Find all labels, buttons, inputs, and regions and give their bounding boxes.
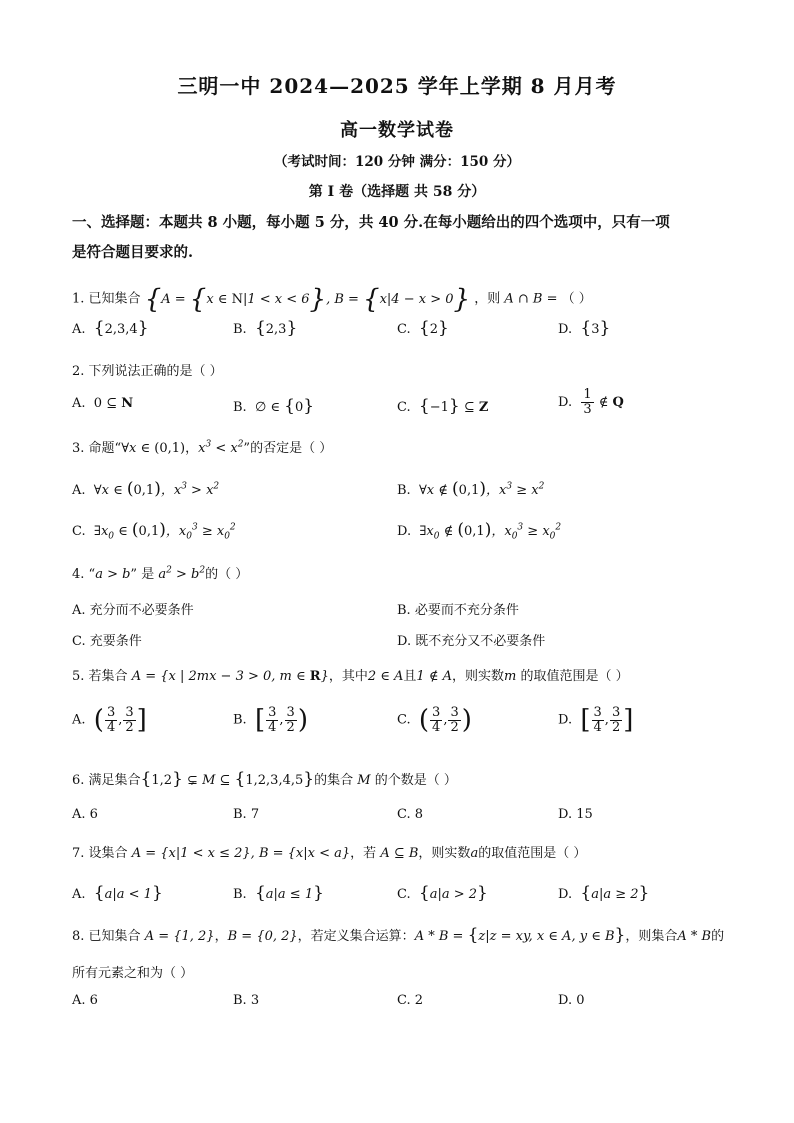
q8-option-b[interactable]: B. 3: [233, 993, 260, 1008]
q3-option-d[interactable]: D. $\exists x_0$ ∉ (0,1)，$x_0^3 \ge x_0^2$: [397, 520, 562, 542]
q8-option-a[interactable]: A. 6: [72, 993, 98, 1008]
q5-option-d[interactable]: D. [ $\frac{3}{4}$ , $\frac{3}{2}$ ]: [558, 704, 634, 735]
q1-option-c[interactable]: C. {2}: [397, 318, 449, 338]
q3-option-b[interactable]: B. ∀x ∉ (0,1)，$x^3 \ge x^2$: [397, 479, 545, 499]
question-8: 8. 已知集合 A = {1, 2}，B = {0, 2}，若定义集合运算：A * B = {z|z = xy, x ∈ A, y ∈ B}，则集合A * B的: [72, 925, 725, 945]
q1-option-d[interactable]: D. {3}: [558, 318, 611, 338]
exam-title: 三明一中 2024—2025 学年上学期 8 月月考: [177, 74, 617, 98]
question-5: 5. 若集合 A = {x | 2mx − 3 > 0, m ∈ R}，其中2 ∈ A且1 ∉ A，则实数m 的取值范围是（ ）: [72, 669, 629, 684]
exam-subtitle: 高一数学试卷: [340, 120, 454, 141]
question-1: 1. 已知集合 {A = {x ∈ N|1 < x < 6}, B = {x|4 − x > 0} ，则 A ∩ B = （ ）: [72, 284, 592, 314]
q2-option-b[interactable]: B. ∅ ∈ {0}: [233, 396, 315, 416]
section-line-2: 是符合题目要求的.: [72, 244, 194, 261]
question-7: 7. 设集合 A = {x|1 < x ≤ 2}, B = {x|x < a}，若 A ⊆ B，则实数a的取值范围是（ ）: [72, 846, 587, 861]
section-instructions: [72, 208, 732, 268]
exam-info: （考试时间：120 分钟 满分：150 分）: [274, 154, 520, 170]
q4-option-a[interactable]: A. 充分而不必要条件: [72, 603, 194, 618]
q2-option-d[interactable]: D. $\frac{1}{3}$ ∉ Q: [558, 387, 624, 417]
section-line-1: 一、选择题：本题共 8 小题，每小题 5 分，共 40 分.在每小题给出的四个选项中，只有一项: [72, 214, 670, 231]
question-3: 3. 命题“∀x ∈ (0,1)，$x^3 < x^2$”的否定是（ ）: [72, 439, 333, 456]
q6-option-b[interactable]: B. 7: [233, 807, 260, 822]
q4-option-b[interactable]: B. 必要而不充分条件: [397, 603, 519, 618]
q2-option-a[interactable]: A. 0 ⊆ N: [72, 396, 134, 411]
q6-option-a[interactable]: A. 6: [72, 807, 98, 822]
question-8-line-2: 所有元素之和为（ ）: [72, 966, 194, 981]
question-4: 4. “a > b” 是 $a^2 > b^2$的（ ）: [72, 565, 249, 582]
q1-option-a[interactable]: A. {2,3,4}: [72, 318, 149, 338]
q3-option-a[interactable]: A. ∀x ∈ (0,1)，$x^3 > x^2$: [72, 479, 220, 499]
q8-option-c[interactable]: C. 2: [397, 993, 424, 1008]
q7-option-d[interactable]: D. {a|a ≥ 2}: [558, 883, 650, 903]
question-6: 6. 满足集合{1,2} ⊊ M ⊆ {1,2,3,4,5}的集合 M 的个数是（ ）: [72, 769, 457, 789]
q1-formula: {A = {x ∈ N|1 < x < 6}, B = {x|4 − x > 0}: [144, 284, 471, 314]
q5-option-a[interactable]: A. ( $\frac{3}{4}$ , $\frac{3}{2}$ ]: [72, 704, 147, 735]
q7-option-c[interactable]: C. {a|a > 2}: [397, 883, 488, 903]
q6-option-d[interactable]: D. 15: [558, 807, 593, 822]
q7-option-a[interactable]: A. {a|a < 1}: [72, 883, 163, 903]
q5-option-b[interactable]: B. [ $\frac{3}{4}$ , $\frac{3}{2}$ ): [233, 704, 308, 735]
q4-option-d[interactable]: D. 既不充分又不必要条件: [397, 634, 546, 649]
question-2: 2. 下列说法正确的是（ ）: [72, 364, 223, 379]
q2-option-c[interactable]: C. {−1} ⊆ Z: [397, 396, 489, 416]
q3-option-c[interactable]: C. $\exists x_0$ ∈ (0,1)，$x_0^3 \ge x_0^2$: [72, 520, 236, 542]
q1-option-b[interactable]: B. {2,3}: [233, 318, 298, 338]
q4-option-c[interactable]: C. 充要条件: [72, 634, 142, 649]
q6-option-c[interactable]: C. 8: [397, 807, 424, 822]
q5-option-c[interactable]: C. ( $\frac{3}{4}$ , $\frac{3}{2}$ ): [397, 704, 472, 735]
q8-option-d[interactable]: D. 0: [558, 993, 585, 1008]
part-heading: 第 I 卷（选择题 共 58 分）: [308, 184, 486, 200]
q7-option-b[interactable]: B. {a|a ≤ 1}: [233, 883, 324, 903]
